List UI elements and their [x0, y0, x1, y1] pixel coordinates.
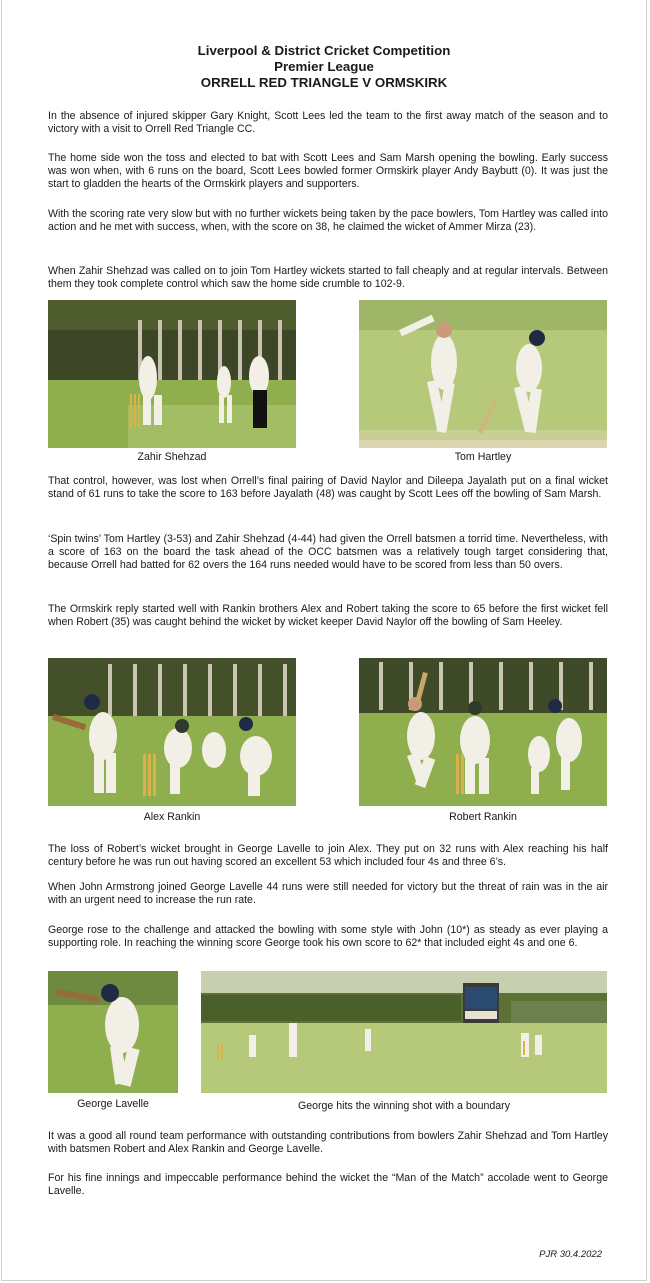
winning-shot-photo — [201, 971, 607, 1093]
paragraph-spin-twins: ‘Spin twins’ Tom Hartley (3-53) and Zahir Shehzad (4-44) had given the Orrell batsmen a torrid time. Nevertheless, with a score of 163 on the board the task ahead of the OCC batsmen was a relatively tough target considering that, because Orrell had batted for 62 overs the 164 runs needed would have to be scored from less than 50 overs. — [48, 533, 608, 571]
george-lavelle-photo — [48, 971, 178, 1093]
caption-zahir: Zahir Shehzad — [137, 451, 207, 463]
paragraph-lavelle: The loss of Robert’s wicket brought in George Lavelle to join Alex. They put on 32 runs with Alex reaching his half century before he was run out having scored an excellent 53 which included four 4s and three 6’s. — [48, 843, 608, 868]
tom-hartley-photo — [359, 300, 607, 448]
paragraph-reply: The Ormskirk reply started well with Rankin brothers Alex and Robert taking the score to 65 before the first wicket fell when Robert (35) was caught behind the wicket by wicket keeper David Naylor off the bowling of Sam Heeley. — [48, 603, 608, 628]
caption-robert: Robert Rankin — [449, 811, 517, 823]
competition-title: Liverpool & District Cricket Competition — [197, 43, 451, 58]
newsletter-page — [1, 0, 647, 1281]
caption-winning-shot: George hits the winning shot with a boundary — [297, 1100, 510, 1112]
caption-alex: Alex Rankin — [143, 811, 201, 823]
paragraph-armstrong: When John Armstrong joined George Lavelle 44 runs were still needed for victory but the threat of rain was in the air with an urgent need to increase the run rate. — [48, 881, 608, 906]
caption-tom: Tom Hartley — [454, 451, 512, 463]
zahir-shehzad-photo — [48, 300, 296, 448]
paragraph-intro: In the absence of injured skipper Gary Knight, Scott Lees led the team to the first away match of the season and to victory with a visit to Orrell Red Triangle CC. — [48, 110, 608, 135]
league-title: Premier League — [274, 59, 374, 74]
paragraph-shehzad: When Zahir Shehzad was called on to join Tom Hartley wickets started to fall cheaply and at regular intervals. Between them they took complete control which saw the home side crumble to 102-9. — [48, 265, 608, 290]
robert-rankin-photo — [359, 658, 607, 806]
caption-george: George Lavelle — [77, 1098, 149, 1110]
paragraph-challenge: George rose to the challenge and attacked the bowling with some style with John (10*) as steady as ever playing a supporting role. In reaching the winning score George took his own score to 62* that included eight 4s and one 6. — [48, 924, 608, 949]
header — [2, 43, 646, 91]
paragraph-hartley: With the scoring rate very slow but with no further wickets being taken by the pace bowlers, Tom Hartley was called into action and he met with success, when, with the score on 38, he claimed the wicket of Ammer Mirza (23). — [48, 208, 608, 233]
paragraph-team-performance: It was a good all round team performance with outstanding contributions from bowlers Zahir Shehzad and Tom Hartley with batsmen Robert and Alex Rankin and George Lavelle. — [48, 1130, 608, 1155]
paragraph-man-of-match: For his fine innings and impeccable performance behind the wicket the “Man of the Match” accolade went to George Lavelle. — [48, 1172, 608, 1197]
author-date: PJR 30.4.2022 — [539, 1249, 602, 1260]
alex-rankin-photo — [48, 658, 296, 806]
paragraph-last-wicket: That control, however, was lost when Orrell’s final pairing of David Naylor and Dileepa Jayalath put on a final wicket stand of 61 runs to take the score to 163 before Jayalath (48) was caught by Scott Lees off the bowling of Sam Marsh. — [48, 475, 608, 500]
match-title: ORRELL RED TRIANGLE V ORMSKIRK — [200, 75, 448, 90]
paragraph-toss: The home side won the toss and elected to bat with Scott Lees and Sam Marsh opening the bowling. Early success was won when, with 6 runs on the board, Scott Lees bowled former Ormskirk player Andy Baybutt (0). It was just the start to gladden the hearts of the Ormskirk players and supporters. — [48, 152, 608, 190]
